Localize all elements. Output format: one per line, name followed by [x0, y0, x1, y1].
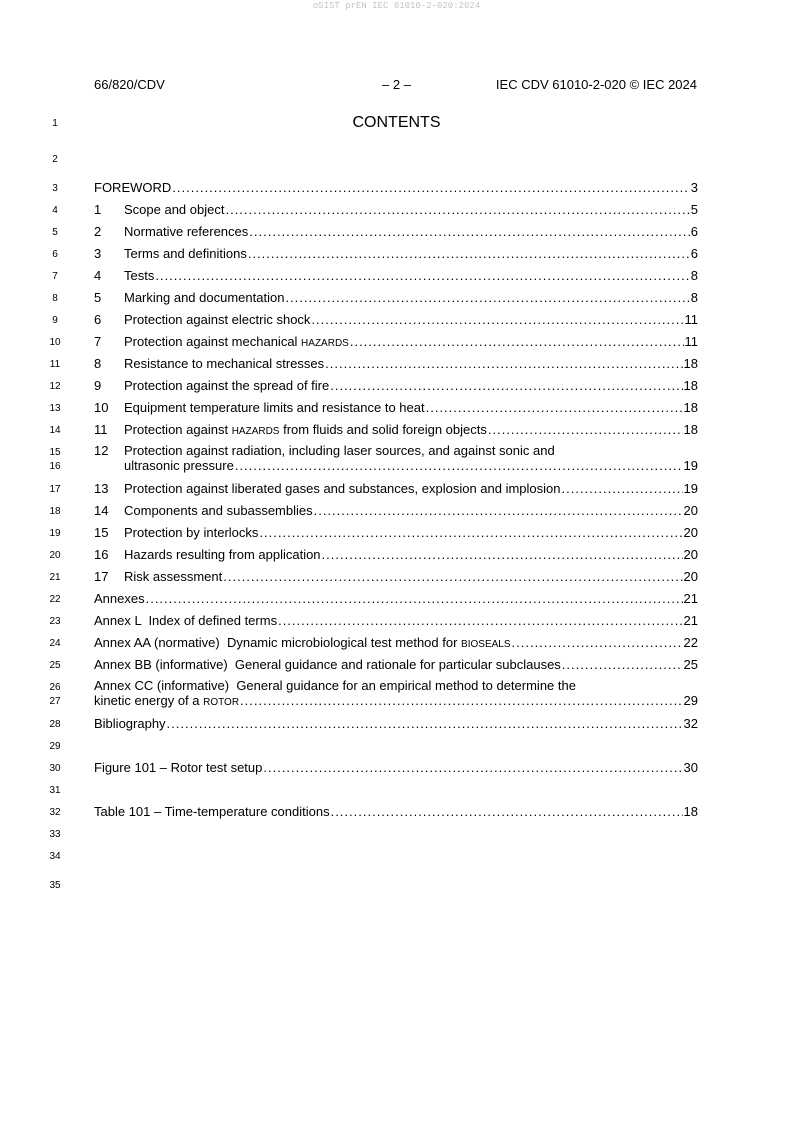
toc-number: 1	[94, 202, 102, 217]
header-page-number: – 2 –	[382, 77, 411, 92]
toc-number: 8	[94, 356, 102, 371]
toc-label-smallcaps: ROTOR	[203, 697, 240, 708]
dot-leader	[350, 334, 684, 350]
toc-number: 2	[94, 224, 102, 239]
line-number: 1	[52, 118, 58, 129]
toc-entry-annex-l[interactable]	[94, 613, 698, 629]
toc-number: 15	[94, 525, 109, 540]
dot-leader	[562, 657, 683, 673]
toc-page: 18	[683, 804, 698, 819]
line-number: 12	[49, 381, 61, 392]
toc-label: Bibliography	[94, 716, 166, 731]
line-number: 25	[49, 660, 61, 671]
toc-page: 19	[683, 481, 698, 496]
dot-leader	[488, 422, 683, 438]
line-number: 27	[49, 696, 61, 707]
toc-label-text: Protection against	[124, 422, 232, 437]
line-number: 26	[49, 682, 61, 693]
toc-number: 14	[94, 503, 109, 518]
watermark: oSIST prEN IEC 61010-2-020:2024	[312, 1, 481, 11]
toc-number: 13	[94, 481, 109, 496]
toc-label: Tests	[124, 268, 155, 283]
dot-leader	[325, 356, 682, 372]
toc-number: 17	[94, 569, 109, 584]
toc-entry-clause-13[interactable]	[94, 481, 698, 497]
line-number: 23	[49, 616, 61, 627]
toc-entry-clause-4[interactable]	[94, 268, 698, 284]
toc-page: 5	[690, 202, 698, 217]
dot-leader	[314, 503, 683, 519]
toc-number: 10	[94, 400, 109, 415]
line-number: 9	[52, 315, 58, 326]
toc-number: 9	[94, 378, 102, 393]
line-number: 33	[49, 829, 61, 840]
line-number: 11	[49, 359, 61, 370]
line-number: 31	[49, 785, 61, 796]
toc-entry-clause-15[interactable]	[94, 525, 698, 541]
dot-leader	[426, 400, 683, 416]
dot-leader	[240, 693, 682, 709]
toc-page: 8	[690, 268, 698, 283]
line-number: 7	[52, 271, 58, 282]
line-number: 14	[49, 425, 61, 436]
line-number: 28	[49, 719, 61, 730]
toc-label: Marking and documentation	[124, 290, 285, 305]
toc-label: Equipment temperature limits and resistance to heat	[124, 400, 425, 415]
dot-leader	[155, 268, 689, 284]
toc-label: Protection by interlocks	[124, 525, 259, 540]
toc-label-text: kinetic energy of a	[94, 693, 204, 708]
toc-label: Protection against electric shock	[124, 312, 311, 327]
toc-number: 16	[94, 547, 109, 562]
line-number: 3	[52, 183, 58, 194]
toc-page: 20	[683, 569, 698, 584]
toc-number: 4	[94, 268, 102, 283]
toc-entry-clause-9[interactable]	[94, 378, 698, 394]
toc-label: Scope and object	[124, 202, 225, 217]
toc-entry-clause-14[interactable]	[94, 503, 698, 519]
toc-entry-clause-17[interactable]	[94, 569, 698, 585]
dot-leader	[562, 481, 683, 497]
toc-label: Figure 101 – Rotor test setup	[94, 760, 263, 775]
line-number: 8	[52, 293, 58, 304]
toc-page: 18	[683, 422, 698, 437]
toc-entry-clause-10[interactable]	[94, 400, 698, 416]
toc-label: Protection against radiation, including laser sources, and against sonic and	[124, 443, 555, 458]
toc-entry-annexes[interactable]	[94, 591, 698, 607]
toc-label: Normative references	[124, 224, 249, 239]
dot-leader	[322, 547, 683, 563]
toc-label: Hazards resulting from application	[124, 547, 321, 562]
toc-number: 3	[94, 246, 102, 261]
toc-label-continuation	[94, 693, 239, 711]
line-number: 24	[49, 638, 61, 649]
dot-leader	[248, 246, 690, 262]
toc-entry-table-101[interactable]	[94, 804, 698, 820]
toc-label-text: Annex AA (normative) Dynamic microbiological test method for	[94, 635, 462, 650]
toc-page: 18	[683, 356, 698, 371]
toc-page: 21	[683, 613, 698, 628]
toc-label: Components and subassemblies	[124, 503, 313, 518]
toc-label-smallcaps: BIOSEALS	[461, 639, 511, 650]
toc-entry-clause-11[interactable]	[94, 422, 698, 438]
dot-leader	[223, 569, 682, 585]
toc-entry-clause-16[interactable]	[94, 547, 698, 563]
dot-leader	[167, 716, 683, 732]
header-standard-reference: IEC CDV 61010-2-020 © IEC 2024	[495, 77, 697, 92]
line-number: 19	[49, 528, 61, 539]
toc-page: 30	[683, 760, 698, 775]
line-number: 4	[52, 205, 58, 216]
toc-entry-annex-bb[interactable]	[94, 657, 698, 673]
toc-entry-clause-2[interactable]	[94, 224, 698, 240]
toc-page: 11	[684, 312, 698, 327]
dot-leader	[249, 224, 689, 240]
line-number: 6	[52, 249, 58, 260]
toc-label: Table 101 – Time-temperature conditions	[94, 804, 330, 819]
line-number: 18	[49, 506, 61, 517]
toc-label: FOREWORD	[94, 180, 172, 195]
header-document-number: 66/820/CDV	[94, 77, 165, 92]
toc-label	[124, 422, 487, 440]
toc-entry-clause-8[interactable]	[94, 356, 698, 372]
toc-entry-figure-101[interactable]	[94, 760, 698, 776]
dot-leader	[331, 804, 683, 820]
toc-page: 25	[683, 657, 698, 672]
dot-leader	[172, 180, 689, 196]
toc-page: 32	[683, 716, 698, 731]
dot-leader	[278, 613, 682, 629]
toc-page: 19	[683, 458, 698, 473]
toc-label-text: from fluids and solid foreign objects	[279, 422, 487, 437]
line-number: 21	[49, 572, 61, 583]
toc-label: Resistance to mechanical stresses	[124, 356, 325, 371]
toc-page: 18	[683, 378, 698, 393]
toc-label-text: Protection against mechanical	[124, 334, 302, 349]
toc-entry-annex-aa[interactable]	[94, 635, 698, 651]
toc-page: 8	[690, 290, 698, 305]
toc-page: 20	[683, 503, 698, 518]
dot-leader	[330, 378, 682, 394]
toc-page: 18	[683, 400, 698, 415]
dot-leader	[146, 591, 683, 607]
toc-label: Annex BB (informative) General guidance and rationale for particular subclauses	[94, 657, 561, 672]
dot-leader	[263, 760, 682, 776]
toc-number: 12	[94, 443, 109, 458]
toc-page: 29	[683, 693, 698, 708]
toc-number: 11	[94, 422, 108, 437]
toc-label: Risk assessment	[124, 569, 223, 584]
toc-entry-foreword[interactable]	[94, 180, 698, 196]
toc-label-smallcaps: HAZARDS	[301, 338, 349, 349]
toc-page: 3	[690, 180, 698, 195]
dot-leader	[225, 202, 689, 218]
toc-page: 20	[683, 547, 698, 562]
toc-entry-clause-7[interactable]	[94, 334, 698, 350]
toc-entry-clause-6[interactable]	[94, 312, 698, 328]
line-number: 32	[49, 807, 61, 818]
toc-entry-clause-5[interactable]	[94, 290, 698, 306]
dot-leader	[259, 525, 682, 541]
toc-label: Protection against the spread of fire	[124, 378, 330, 393]
toc-label	[124, 334, 349, 352]
toc-label: Terms and definitions	[124, 246, 247, 261]
line-number: 34	[49, 851, 61, 862]
line-number: 35	[49, 880, 61, 891]
toc-label: Annexes	[94, 591, 145, 606]
toc-label	[94, 635, 511, 653]
line-number: 10	[49, 337, 61, 348]
line-number: 17	[49, 484, 61, 495]
toc-page: 6	[690, 246, 698, 261]
dot-leader	[512, 635, 683, 651]
line-number: 30	[49, 763, 61, 774]
toc-entry-bibliography[interactable]	[94, 716, 698, 732]
toc-label: Annex L Index of defined terms	[94, 613, 278, 628]
toc-entry-clause-12[interactable]	[94, 444, 698, 474]
toc-page: 11	[684, 334, 698, 349]
line-number: 29	[49, 741, 61, 752]
line-number: 13	[49, 403, 61, 414]
dot-leader	[285, 290, 689, 306]
toc-label: Protection against liberated gases and substances, explosion and implosion	[124, 481, 561, 496]
contents-title: CONTENTS	[352, 114, 441, 131]
line-number: 22	[49, 594, 61, 605]
toc-number: 5	[94, 290, 102, 305]
toc-page: 20	[683, 525, 698, 540]
toc-entry-annex-cc[interactable]	[94, 679, 698, 709]
line-number: 15	[49, 447, 61, 458]
line-number: 2	[52, 154, 58, 165]
dot-leader	[235, 458, 683, 474]
toc-page: 6	[690, 224, 698, 239]
toc-label-smallcaps: HAZARDS	[231, 426, 280, 437]
dot-leader	[311, 312, 683, 328]
toc-page: 21	[683, 591, 698, 606]
toc-number: 7	[94, 334, 102, 349]
line-number: 16	[49, 461, 61, 472]
toc-label: Annex CC (informative) General guidance for an empirical method to determine the	[94, 678, 576, 693]
toc-label-continuation: ultrasonic pressure	[124, 458, 234, 473]
line-number: 5	[52, 227, 58, 238]
toc-number: 6	[94, 312, 102, 327]
toc-entry-clause-3[interactable]	[94, 246, 698, 262]
toc-page: 22	[683, 635, 698, 650]
line-number: 20	[49, 550, 61, 561]
toc-entry-clause-1[interactable]	[94, 202, 698, 218]
